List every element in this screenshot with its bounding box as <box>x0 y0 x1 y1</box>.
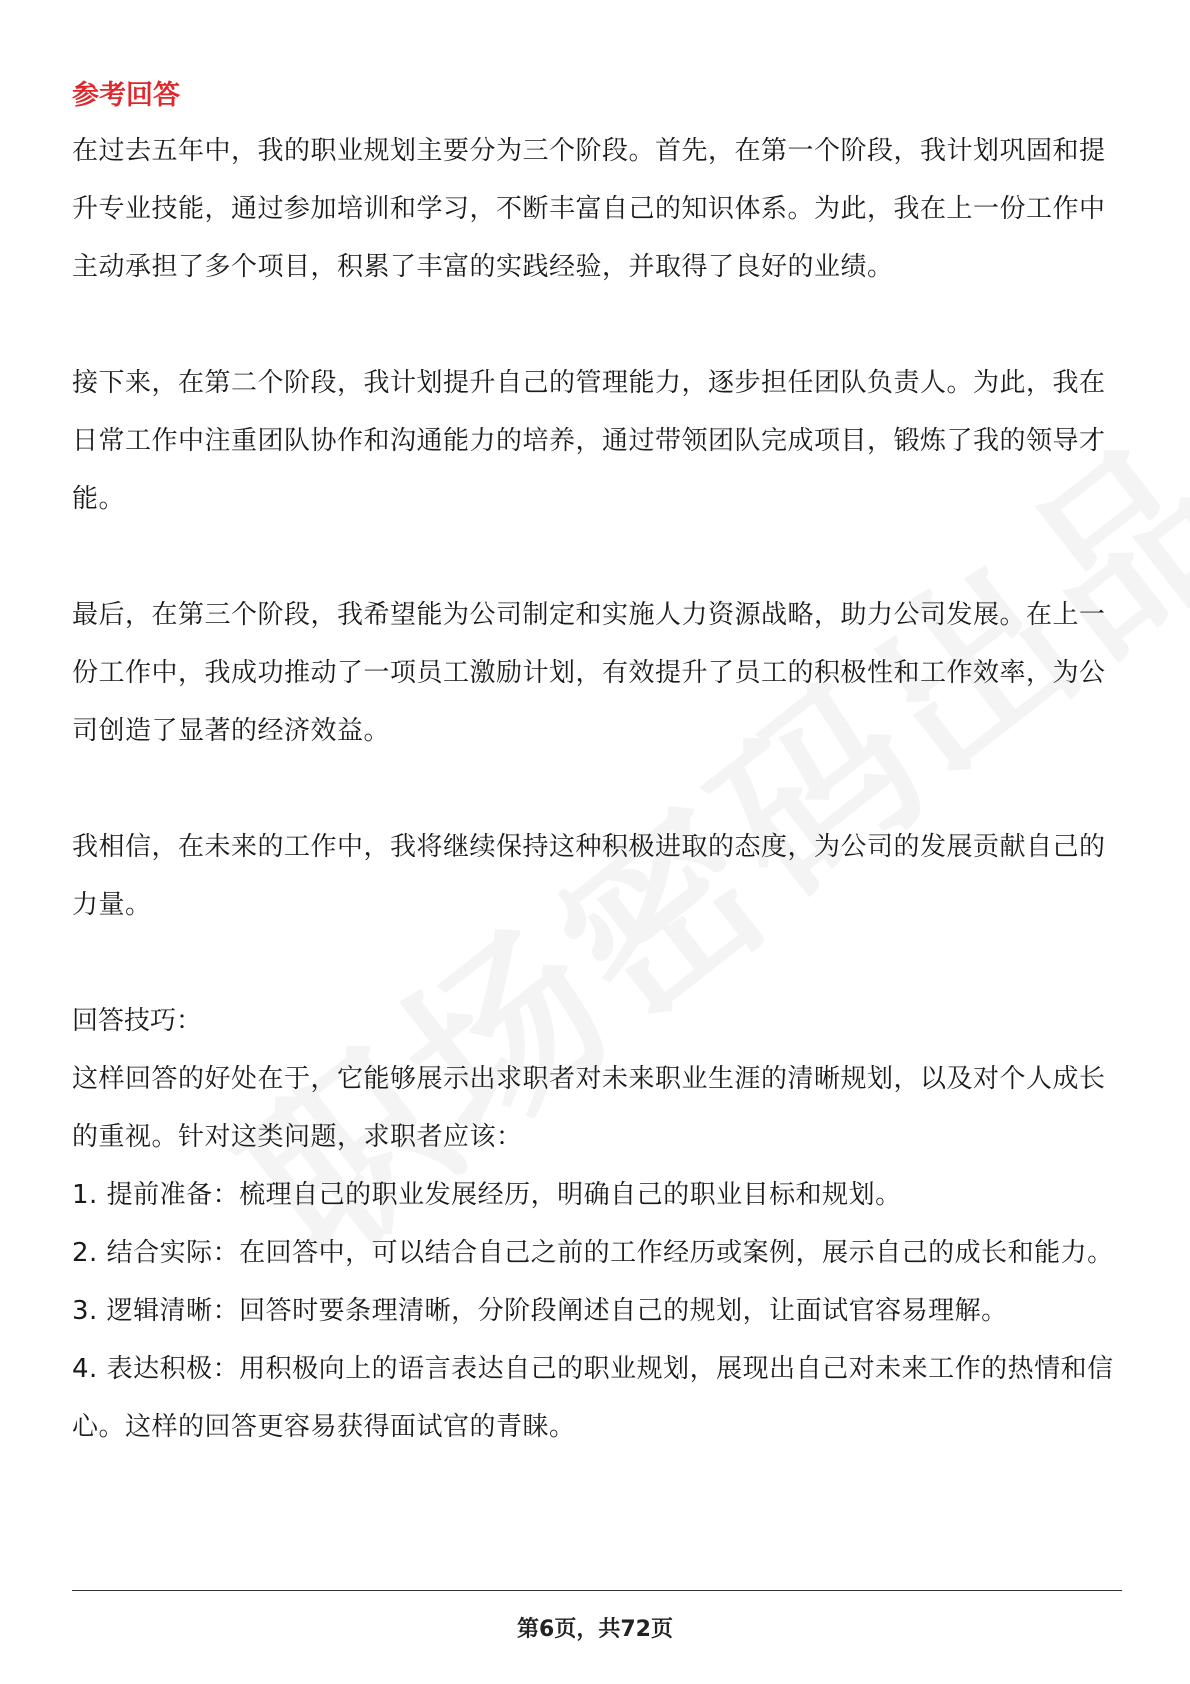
tip-item-4: 4. 表达积极：用积极向上的语言表达自己的职业规划，展现出自己对未来工作的热情和信心。这样的回答更容易获得面试官的青睐。 <box>72 1354 1114 1442</box>
document-body <box>72 78 1122 1456</box>
tips-label: 回答技巧： <box>72 1006 203 1036</box>
answer-paragraph-2: 接下来，在第二个阶段，我计划提升自己的管理能力，逐步担任团队负责人。为此，我在日常工作中注重团队协作和沟通能力的培养，通过带领团队完成项目，锻炼了我的领导才能。 <box>72 368 1106 514</box>
section-heading: 参考回答 <box>72 80 180 111</box>
tips-intro: 这样回答的好处在于，它能够展示出求职者对未来职业生涯的清晰规划，以及对个人成长的重视。针对这类问题，求职者应该： <box>72 1064 1106 1152</box>
answer-paragraph-4: 我相信，在未来的工作中，我将继续保持这种积极进取的态度，为公司的发展贡献自己的力量。 <box>72 832 1106 920</box>
tip-item-1: 1. 提前准备：梳理自己的职业发展经历，明确自己的职业目标和规划。 <box>72 1180 902 1210</box>
footer-divider <box>72 1590 1122 1591</box>
paragraph-spacer <box>72 934 1122 992</box>
answer-paragraph-3: 最后，在第三个阶段，我希望能为公司制定和实施人力资源战略，助力公司发展。在上一份工作中，我成功推动了一项员工激励计划，有效提升了员工的积极性和工作效率，为公司创造了显著的经济效益。 <box>72 600 1106 746</box>
paragraph-spacer <box>72 296 1122 354</box>
paragraph-spacer <box>72 528 1122 586</box>
tip-item-3: 3. 逻辑清晰：回答时要条理清晰，分阶段阐述自己的规划，让面试官容易理解。 <box>72 1296 1008 1326</box>
tip-item-2: 2. 结合实际：在回答中，可以结合自己之前的工作经历或案例，展示自己的成长和能力。 <box>72 1238 1114 1268</box>
answer-paragraph-1: 在过去五年中，我的职业规划主要分为三个阶段。首先，在第一个阶段，我计划巩固和提升专业技能，通过参加培训和学习，不断丰富自己的知识体系。为此，我在上一份工作中主动承担了多个项目，积累了丰富的实践经验，并取得了良好的业绩。 <box>72 136 1106 282</box>
page-number: 第6页，共72页 <box>517 1617 673 1642</box>
paragraph-spacer <box>72 760 1122 818</box>
